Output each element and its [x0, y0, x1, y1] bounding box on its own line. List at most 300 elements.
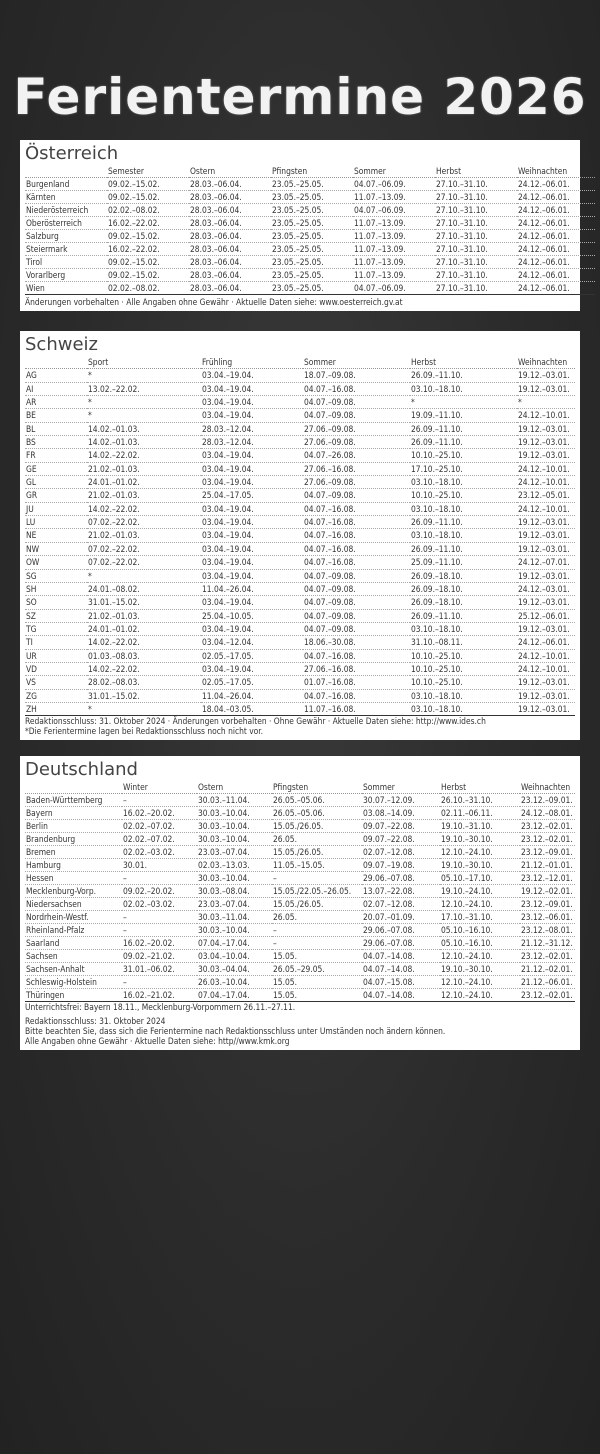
date-cell: 04.07.–06.09.: [353, 178, 435, 191]
table-row: [25, 820, 575, 833]
table-row: [25, 282, 595, 295]
date-cell: 03.10.–18.10.: [410, 502, 517, 515]
region-cell: UR: [25, 649, 87, 662]
date-cell: 15.05.: [272, 976, 362, 989]
date-cell: 11.07.–16.08.: [303, 702, 410, 715]
germany-note-changes: Bitte beachten Sie, dass sich die Ferientermine nach Redaktionsschluss unter Umständen noch ändern können.: [25, 1026, 446, 1036]
table-row: [25, 872, 575, 885]
date-cell: 04.07.–14.08.: [362, 989, 440, 1002]
date-cell: 01.03.–08.03.: [87, 649, 201, 662]
date-cell: 14.02.–22.02.: [87, 502, 201, 515]
date-cell: 09.02.–15.02.: [107, 178, 189, 191]
date-cell: 19.12.–03.01.: [517, 676, 575, 689]
region-cell: Sachsen: [25, 950, 122, 963]
table-row: [25, 937, 575, 950]
date-cell: 03.10.–18.10.: [410, 622, 517, 635]
date-cell: 09.07.–22.08.: [362, 833, 440, 846]
table-row: [25, 662, 575, 675]
date-cell: 18.06.–30.08.: [303, 636, 410, 649]
date-cell: 19.12.–03.01.: [517, 702, 575, 715]
region-cell: Niedersachsen: [25, 898, 122, 911]
date-cell: 28.03.–06.04.: [189, 269, 271, 282]
region-cell: Bayern: [25, 807, 122, 820]
date-cell: 27.06.–16.08.: [303, 462, 410, 475]
region-cell: ZH: [25, 702, 87, 715]
table-row: [25, 449, 575, 462]
date-cell: 03.04.–19.04.: [201, 622, 303, 635]
region-cell: NW: [25, 542, 87, 555]
table-row: [25, 269, 595, 282]
date-cell: 19.10.–31.10.: [440, 820, 520, 833]
table-row: [25, 898, 575, 911]
table-row: [25, 689, 575, 702]
date-cell: 30.03.–10.04.: [197, 924, 272, 937]
date-cell: 12.10.–24.10.: [440, 950, 520, 963]
column-header: Pfingsten: [271, 165, 353, 178]
date-cell: 10.10.–25.10.: [410, 649, 517, 662]
region-cell: Thüringen: [25, 989, 122, 1002]
region-cell: Hamburg: [25, 859, 122, 872]
switzerland-panel: [20, 331, 580, 740]
date-cell: 04.07.–15.08.: [362, 976, 440, 989]
date-cell: 19.12.–03.01.: [517, 569, 575, 582]
date-cell: 20.07.–01.09.: [362, 911, 440, 924]
region-cell: Nordrhein-Westf.: [25, 911, 122, 924]
date-cell: 27.10.–31.10.: [435, 243, 517, 256]
date-cell: 24.12.–06.01.: [517, 256, 595, 269]
date-cell: 24.12.–06.01.: [517, 191, 595, 204]
date-cell: 04.07.–16.08.: [303, 502, 410, 515]
date-cell: 25.04.–17.05.: [201, 489, 303, 502]
date-cell: 03.04.–19.04.: [201, 476, 303, 489]
region-cell: FR: [25, 449, 87, 462]
date-cell: 03.04.–10.04.: [197, 950, 272, 963]
date-cell: 24.12.–06.01.: [517, 636, 575, 649]
date-cell: 23.05.–25.05.: [271, 217, 353, 230]
date-cell: 26.09.–18.10.: [410, 569, 517, 582]
date-cell: 28.03.–12.04.: [201, 422, 303, 435]
date-cell: 26.09.–11.10.: [410, 436, 517, 449]
date-cell: –: [122, 794, 197, 807]
date-cell: 11.07.–13.09.: [353, 243, 435, 256]
date-cell: 24.12.–06.01.: [517, 178, 595, 191]
table-row: [25, 963, 575, 976]
date-cell: 03.10.–18.10.: [410, 689, 517, 702]
region-cell: Hessen: [25, 872, 122, 885]
date-cell: 19.12.–03.01.: [517, 689, 575, 702]
date-cell: 03.04.–19.04.: [201, 409, 303, 422]
region-cell: NE: [25, 529, 87, 542]
table-row: [25, 859, 575, 872]
date-cell: 09.07.–19.08.: [362, 859, 440, 872]
date-cell: 23.12.–09.01.: [520, 846, 575, 859]
date-cell: 23.05.–25.05.: [271, 256, 353, 269]
germany-table: [25, 781, 575, 1002]
region-cell: SO: [25, 596, 87, 609]
table-row: [25, 950, 575, 963]
date-cell: 27.10.–31.10.: [435, 204, 517, 217]
date-cell: 25.12.–06.01.: [517, 609, 575, 622]
date-cell: 11.04.–26.04.: [201, 582, 303, 595]
table-row: [25, 409, 575, 422]
date-cell: 18.04.–03.05.: [201, 702, 303, 715]
table-row: [25, 911, 575, 924]
date-cell: 19.10.–30.10.: [440, 833, 520, 846]
date-cell: 21.12.–01.01.: [520, 859, 575, 872]
date-cell: 15.05./26.05.: [272, 846, 362, 859]
date-cell: 04.07.–06.09.: [353, 282, 435, 295]
date-cell: 23.05.–25.05.: [271, 269, 353, 282]
date-cell: 04.07.–16.08.: [303, 556, 410, 569]
table-row: [25, 217, 595, 230]
region-cell: OW: [25, 556, 87, 569]
date-cell: 23.03.–07.04.: [197, 846, 272, 859]
germany-note-school-free: Unterrichtsfrei: Bayern 18.11., Mecklenburg-Vorpommern 26.11.–27.11.: [25, 1002, 296, 1012]
column-header: Sport: [87, 356, 201, 369]
date-cell: *: [87, 409, 201, 422]
table-row: [25, 489, 575, 502]
date-cell: 05.10.–17.10.: [440, 872, 520, 885]
date-cell: 04.07.–09.08.: [303, 569, 410, 582]
date-cell: 24.12.–06.01.: [517, 217, 595, 230]
table-row: [25, 649, 575, 662]
date-cell: 30.01.: [122, 859, 197, 872]
date-cell: 23.12.–08.01.: [520, 924, 575, 937]
date-cell: 19.10.–24.10.: [440, 885, 520, 898]
date-cell: 02.02.–07.02.: [122, 833, 197, 846]
table-row: [25, 542, 575, 555]
date-cell: 02.02.–03.02.: [122, 846, 197, 859]
date-cell: 05.10.–16.10.: [440, 937, 520, 950]
date-cell: 02.07.–12.08.: [362, 898, 440, 911]
date-cell: 26.10.–31.10.: [440, 794, 520, 807]
date-cell: 04.07.–16.08.: [303, 689, 410, 702]
date-cell: 03.04.–19.04.: [201, 502, 303, 515]
date-cell: 04.07.–09.08.: [303, 582, 410, 595]
date-cell: 19.12.–03.01.: [517, 596, 575, 609]
date-cell: 26.09.–11.10.: [410, 516, 517, 529]
date-cell: 04.07.–09.08.: [303, 409, 410, 422]
date-cell: 04.07.–16.08.: [303, 529, 410, 542]
column-header: [25, 356, 87, 369]
date-cell: 12.10.–24.10.: [440, 989, 520, 1002]
date-cell: 26.05.–05.06.: [272, 807, 362, 820]
region-cell: GR: [25, 489, 87, 502]
date-cell: 11.07.–13.09.: [353, 217, 435, 230]
germany-heading: Deutschland: [25, 759, 138, 780]
date-cell: 21.12.–02.01.: [520, 963, 575, 976]
date-cell: 21.02.–01.03.: [87, 462, 201, 475]
date-cell: –: [272, 937, 362, 950]
date-cell: 12.10.–24.10.: [440, 976, 520, 989]
date-cell: 23.05.–25.05.: [271, 243, 353, 256]
date-cell: 24.01.–08.02.: [87, 582, 201, 595]
date-cell: 04.07.–09.08.: [303, 489, 410, 502]
date-cell: 15.05.: [272, 950, 362, 963]
header-row: [25, 165, 595, 178]
date-cell: 11.07.–13.09.: [353, 269, 435, 282]
table-row: [25, 582, 575, 595]
table-row: [25, 422, 575, 435]
date-cell: 17.10.–25.10.: [410, 462, 517, 475]
region-cell: TG: [25, 622, 87, 635]
column-header: Sommer: [303, 356, 410, 369]
date-cell: 28.02.–08.03.: [87, 676, 201, 689]
region-cell: Salzburg: [25, 230, 107, 243]
table-row: [25, 256, 595, 269]
date-cell: 16.02.–22.02.: [107, 217, 189, 230]
table-row: [25, 178, 595, 191]
date-cell: –: [122, 911, 197, 924]
germany-note-source: Alle Angaben ohne Gewähr · Aktuelle Daten siehe: http//www.kmk.org: [25, 1036, 290, 1046]
date-cell: 10.10.–25.10.: [410, 449, 517, 462]
date-cell: 31.01.–15.02.: [87, 689, 201, 702]
date-cell: 03.04.–19.04.: [201, 396, 303, 409]
date-cell: 14.02.–22.02.: [87, 662, 201, 675]
date-cell: 15.05.: [272, 989, 362, 1002]
table-row: [25, 369, 575, 382]
date-cell: 21.02.–01.03.: [87, 529, 201, 542]
date-cell: 04.07.–06.09.: [353, 204, 435, 217]
column-header: Weihnachten: [520, 781, 575, 794]
date-cell: 28.03.–06.04.: [189, 282, 271, 295]
date-cell: 23.05.–25.05.: [271, 178, 353, 191]
region-cell: GL: [25, 476, 87, 489]
date-cell: 19.10.–30.10.: [440, 963, 520, 976]
date-cell: 24.12.–06.01.: [517, 243, 595, 256]
switzerland-note-asterisk: *Die Ferientermine lagen bei Redaktionsschluss noch nicht vor.: [25, 726, 263, 737]
page-title: Ferientermine 2026: [13, 68, 587, 126]
date-cell: 19.12.–03.01.: [517, 622, 575, 635]
date-cell: 24.12.–06.01.: [517, 282, 595, 295]
date-cell: 23.12.–02.01.: [520, 989, 575, 1002]
date-cell: 09.02.–15.02.: [107, 191, 189, 204]
region-cell: VD: [25, 662, 87, 675]
date-cell: 24.12.–07.01.: [517, 556, 575, 569]
region-cell: AG: [25, 369, 87, 382]
date-cell: 30.03.–11.04.: [197, 911, 272, 924]
date-cell: 04.07.–16.08.: [303, 516, 410, 529]
date-cell: 17.10.–31.10.: [440, 911, 520, 924]
date-cell: 07.04.–17.04.: [197, 989, 272, 1002]
column-header: Semester: [107, 165, 189, 178]
date-cell: 30.03.–10.04.: [197, 820, 272, 833]
date-cell: 07.02.–22.02.: [87, 556, 201, 569]
date-cell: 26.09.–11.10.: [410, 422, 517, 435]
date-cell: 31.01.–06.02.: [122, 963, 197, 976]
date-cell: 09.02.–15.02.: [107, 269, 189, 282]
germany-note-deadline: Redaktionsschluss: 31. Oktober 2024: [25, 1016, 166, 1026]
region-cell: Burgenland: [25, 178, 107, 191]
region-cell: Berlin: [25, 820, 122, 833]
header-row: [25, 356, 575, 369]
date-cell: 26.09.–18.10.: [410, 596, 517, 609]
column-header: [25, 165, 107, 178]
date-cell: 19.12.–03.01.: [517, 516, 575, 529]
date-cell: 24.12.–10.01.: [517, 462, 575, 475]
date-cell: 30.03.–04.04.: [197, 963, 272, 976]
date-cell: 18.07.–09.08.: [303, 369, 410, 382]
date-cell: 09.02.–15.02.: [107, 256, 189, 269]
date-cell: 28.03.–06.04.: [189, 178, 271, 191]
date-cell: 13.02.–22.02.: [87, 382, 201, 395]
austria-table: [25, 165, 595, 295]
table-row: [25, 636, 575, 649]
date-cell: 27.10.–31.10.: [435, 269, 517, 282]
region-cell: Baden-Württemberg: [25, 794, 122, 807]
region-cell: BE: [25, 409, 87, 422]
date-cell: 23.05.–25.05.: [271, 230, 353, 243]
date-cell: 30.03.–10.04.: [197, 807, 272, 820]
date-cell: 03.10.–18.10.: [410, 702, 517, 715]
column-header: Pfingsten: [272, 781, 362, 794]
date-cell: 04.07.–16.08.: [303, 649, 410, 662]
date-cell: 03.04.–19.04.: [201, 516, 303, 529]
date-cell: *: [87, 702, 201, 715]
region-cell: LU: [25, 516, 87, 529]
date-cell: –: [122, 976, 197, 989]
austria-heading: Österreich: [25, 143, 119, 164]
date-cell: 12.10.–24.10.: [440, 898, 520, 911]
region-cell: AR: [25, 396, 87, 409]
region-cell: Wien: [25, 282, 107, 295]
date-cell: 02.07.–12.08.: [362, 846, 440, 859]
date-cell: 14.02.–01.03.: [87, 436, 201, 449]
date-cell: 03.08.–14.09.: [362, 807, 440, 820]
date-cell: 07.04.–17.04.: [197, 937, 272, 950]
region-cell: Oberösterreich: [25, 217, 107, 230]
date-cell: 12.10.–24.10.: [440, 846, 520, 859]
date-cell: 10.10.–25.10.: [410, 489, 517, 502]
date-cell: 25.09.–11.10.: [410, 556, 517, 569]
date-cell: 29.06.–07.08.: [362, 937, 440, 950]
table-row: [25, 702, 575, 715]
date-cell: 21.02.–01.03.: [87, 609, 201, 622]
date-cell: 29.06.–07.08.: [362, 872, 440, 885]
date-cell: 02.11.–06.11.: [440, 807, 520, 820]
date-cell: 27.06.–09.08.: [303, 476, 410, 489]
date-cell: –: [122, 872, 197, 885]
date-cell: 04.07.–09.08.: [303, 609, 410, 622]
region-cell: SZ: [25, 609, 87, 622]
date-cell: 03.10.–18.10.: [410, 529, 517, 542]
table-row: [25, 676, 575, 689]
table-row: [25, 382, 575, 395]
date-cell: 28.03.–12.04.: [201, 436, 303, 449]
table-row: [25, 807, 575, 820]
date-cell: 03.04.–19.04.: [201, 662, 303, 675]
region-cell: BL: [25, 422, 87, 435]
date-cell: 19.09.–11.10.: [410, 409, 517, 422]
date-cell: 19.12.–03.01.: [517, 449, 575, 462]
table-row: [25, 396, 575, 409]
region-cell: Vorarlberg: [25, 269, 107, 282]
date-cell: 31.10.–08.11.: [410, 636, 517, 649]
column-header: Ostern: [189, 165, 271, 178]
header-row: [25, 781, 575, 794]
date-cell: 24.12.–03.01.: [517, 582, 575, 595]
date-cell: 04.07.–16.08.: [303, 382, 410, 395]
date-cell: 03.04.–19.04.: [201, 569, 303, 582]
date-cell: 03.04.–19.04.: [201, 382, 303, 395]
date-cell: 28.03.–06.04.: [189, 204, 271, 217]
date-cell: 23.05.–25.05.: [271, 191, 353, 204]
date-cell: 14.02.–22.02.: [87, 449, 201, 462]
region-cell: Schleswig-Holstein: [25, 976, 122, 989]
date-cell: 27.06.–16.08.: [303, 662, 410, 675]
table-row: [25, 191, 595, 204]
date-cell: *: [410, 396, 517, 409]
column-header: Weihnachten: [517, 165, 595, 178]
table-row: [25, 622, 575, 635]
date-cell: *: [87, 369, 201, 382]
date-cell: 30.03.–10.04.: [197, 833, 272, 846]
date-cell: 28.03.–06.04.: [189, 256, 271, 269]
austria-panel: [20, 140, 580, 311]
date-cell: 02.02.–03.02.: [122, 898, 197, 911]
date-cell: 04.07.–14.08.: [362, 963, 440, 976]
date-cell: 26.09.–18.10.: [410, 582, 517, 595]
date-cell: 23.12.–06.01.: [520, 911, 575, 924]
date-cell: 14.02.–22.02.: [87, 636, 201, 649]
date-cell: 30.07.–12.09.: [362, 794, 440, 807]
region-cell: Bremen: [25, 846, 122, 859]
date-cell: 26.09.–11.10.: [410, 542, 517, 555]
date-cell: 23.12.–02.01.: [520, 833, 575, 846]
table-row: [25, 476, 575, 489]
column-header: Weihnachten: [517, 356, 575, 369]
date-cell: 26.05.: [272, 911, 362, 924]
date-cell: 23.12.–12.01.: [520, 872, 575, 885]
date-cell: 16.02.–22.02.: [107, 243, 189, 256]
date-cell: 26.09.–11.10.: [410, 609, 517, 622]
date-cell: 11.04.–26.04.: [201, 689, 303, 702]
region-cell: TI: [25, 636, 87, 649]
table-row: [25, 529, 575, 542]
date-cell: 04.07.–14.08.: [362, 950, 440, 963]
date-cell: 16.02.–20.02.: [122, 937, 197, 950]
date-cell: 16.02.–21.02.: [122, 989, 197, 1002]
date-cell: *: [87, 396, 201, 409]
date-cell: 15.05./26.05.: [272, 898, 362, 911]
date-cell: 07.02.–22.02.: [87, 542, 201, 555]
date-cell: 07.02.–22.02.: [87, 516, 201, 529]
table-row: [25, 989, 575, 1002]
region-cell: AI: [25, 382, 87, 395]
date-cell: 21.12.–06.01.: [520, 976, 575, 989]
date-cell: 24.01.–01.02.: [87, 476, 201, 489]
date-cell: 03.04.–19.04.: [201, 369, 303, 382]
region-cell: Brandenburg: [25, 833, 122, 846]
table-row: [25, 596, 575, 609]
date-cell: 04.07.–26.08.: [303, 449, 410, 462]
column-header: Herbst: [410, 356, 517, 369]
date-cell: 27.10.–31.10.: [435, 217, 517, 230]
date-cell: 09.02.–21.02.: [122, 950, 197, 963]
region-cell: Tirol: [25, 256, 107, 269]
date-cell: 26.09.–11.10.: [410, 369, 517, 382]
column-header: Herbst: [440, 781, 520, 794]
column-header: Sommer: [353, 165, 435, 178]
date-cell: 24.12.–10.01.: [517, 662, 575, 675]
region-cell: Steiermark: [25, 243, 107, 256]
date-cell: 24.12.–06.01.: [517, 204, 595, 217]
date-cell: 15.05./26.05.: [272, 820, 362, 833]
date-cell: 15.05./22.05.–26.05.: [272, 885, 362, 898]
date-cell: –: [122, 924, 197, 937]
column-header: Ostern: [197, 781, 272, 794]
date-cell: 26.03.–10.04.: [197, 976, 272, 989]
